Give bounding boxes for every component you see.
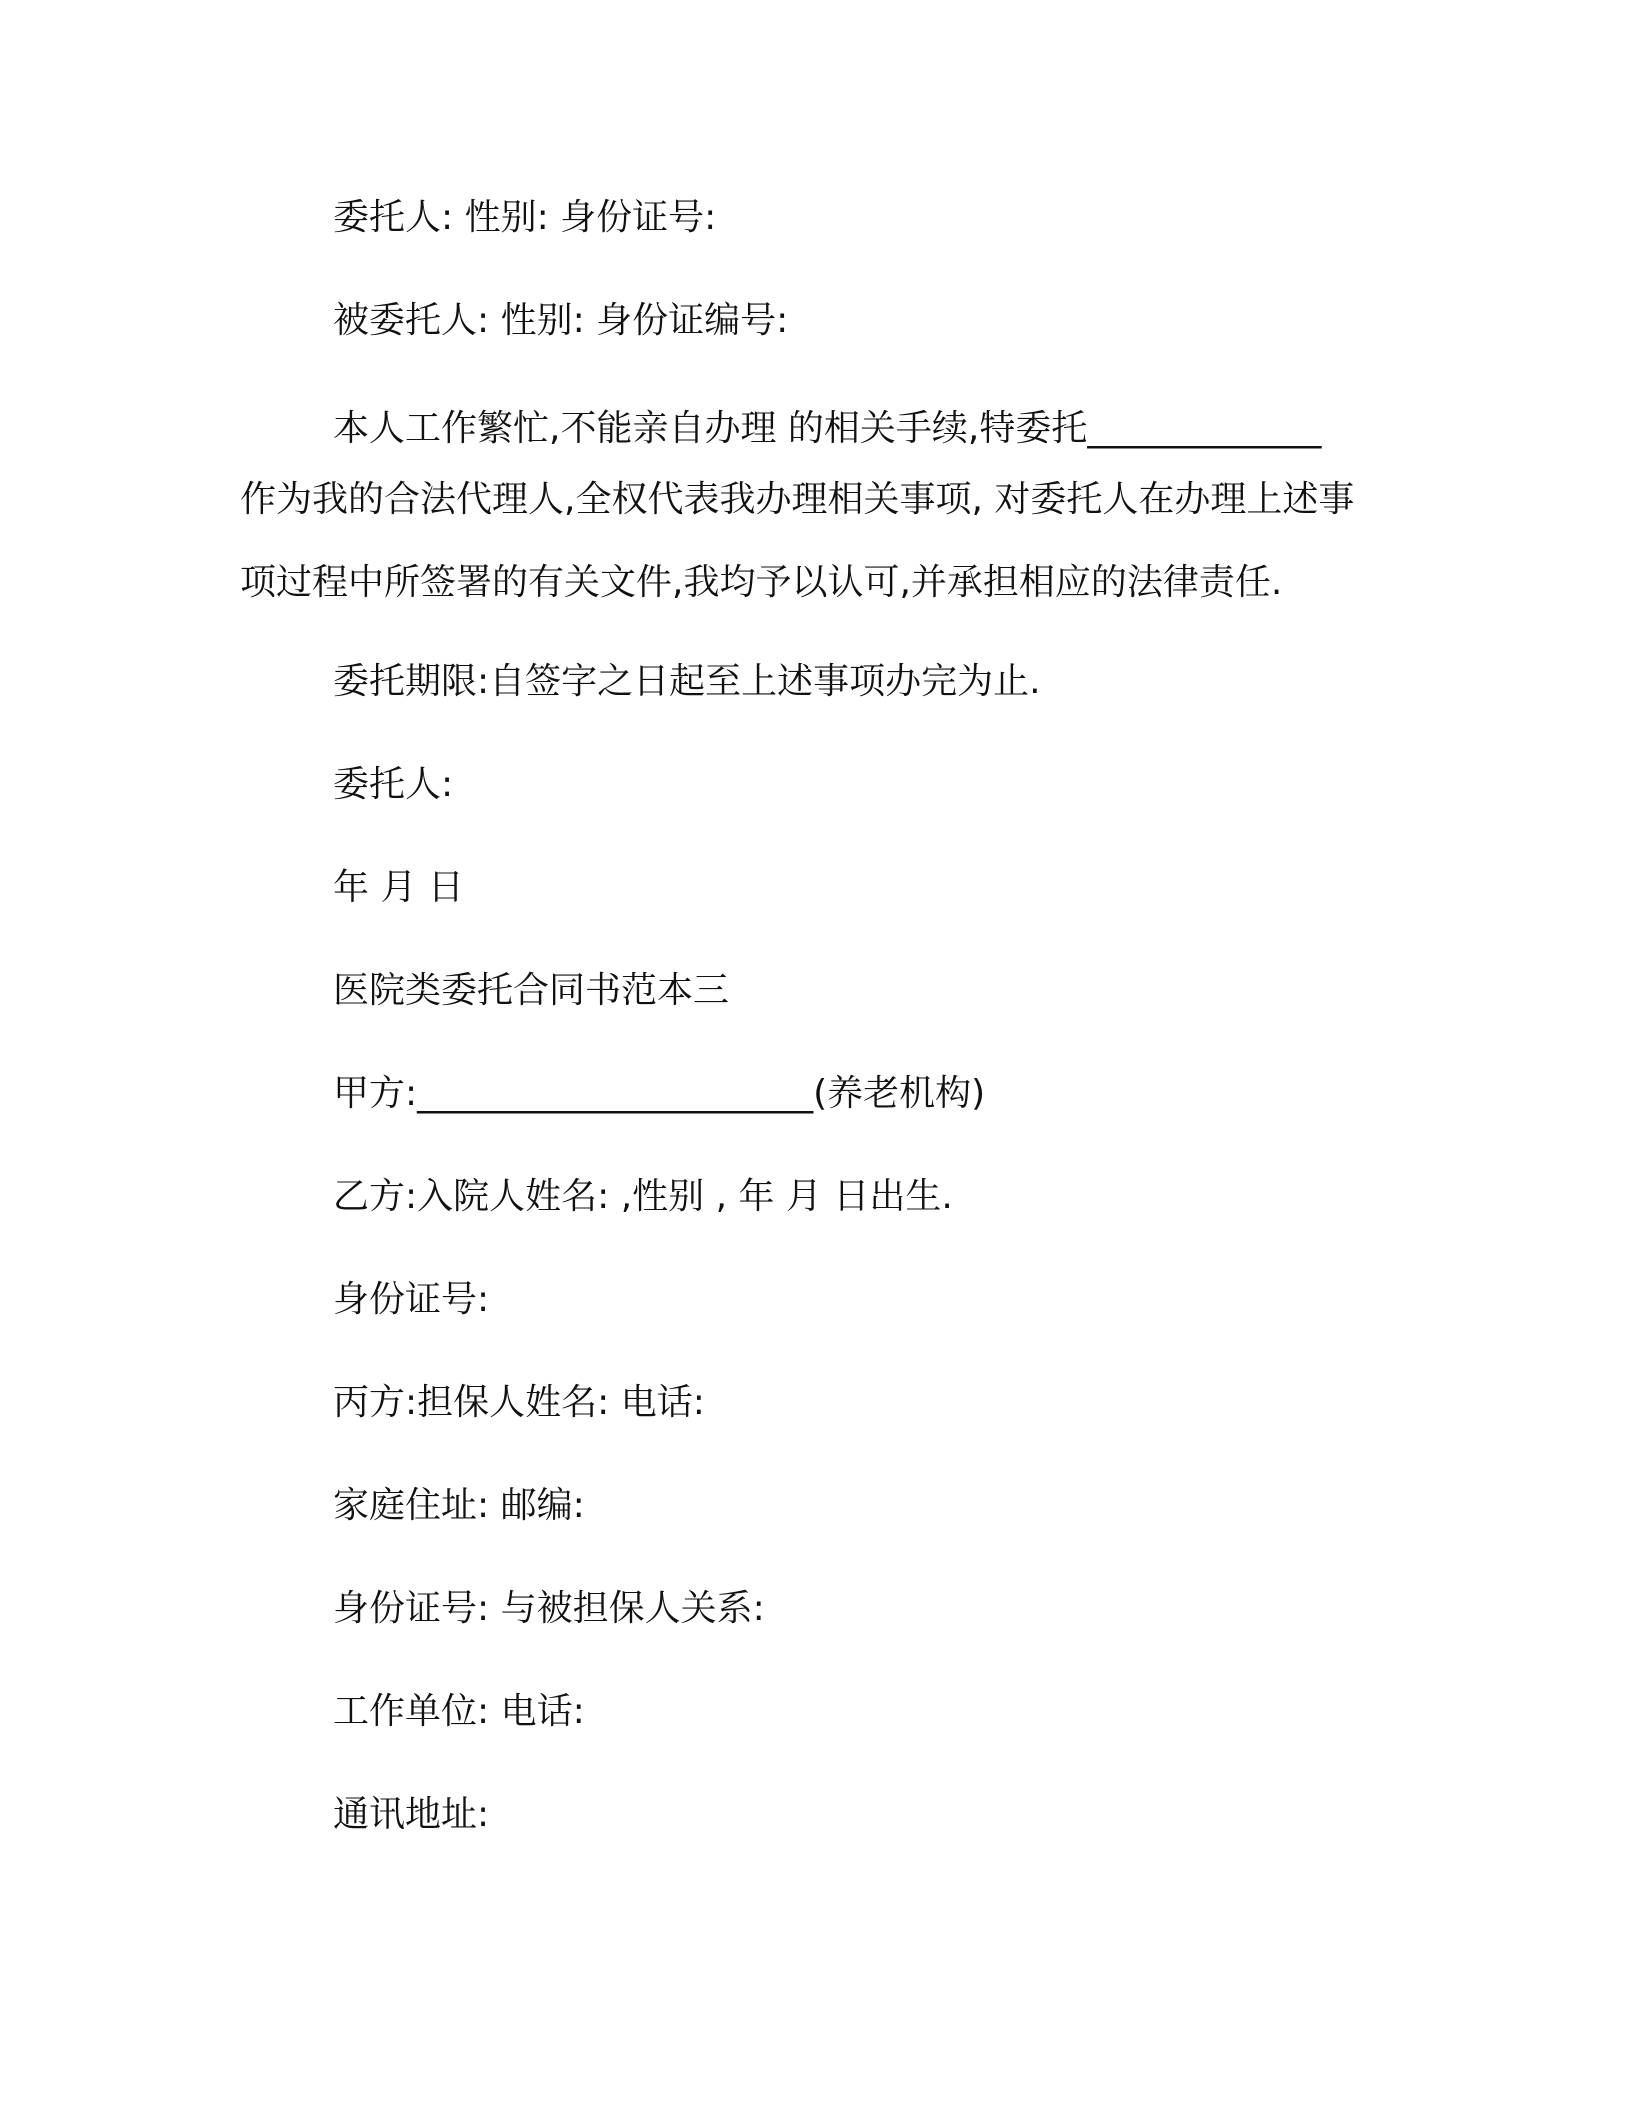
authorization-paragraph-line-2: 作为我的合法代理人,全权代表我办理相关事项, 对委托人在办理上述事 — [240, 479, 1355, 520]
mailing-address-line: 通讯地址: — [333, 1794, 490, 1835]
principal-info-line: 委托人: 性别: 身份证号: — [333, 197, 717, 238]
principal-signature-line: 委托人: — [333, 764, 454, 805]
term-line: 委托期限:自签字之日起至上述事项办完为止. — [333, 661, 1041, 702]
party-a-line: 甲方:______________________(养老机构) — [333, 1073, 986, 1114]
section-heading: 医院类委托合同书范本三 — [333, 970, 730, 1011]
party-b-line: 乙方:入院人姓名: ,性别 , 年 月 日出生. — [333, 1176, 953, 1217]
date-line: 年 月 日 — [333, 867, 464, 908]
guarantor-id-line: 身份证号: 与被担保人关系: — [333, 1588, 765, 1629]
authorization-paragraph-line-1: 本人工作繁忙,不能亲自办理 的相关手续,特委托_____________ — [333, 408, 1322, 449]
id-number-line: 身份证号: — [333, 1279, 490, 1320]
agent-info-line: 被委托人: 性别: 身份证编号: — [333, 300, 789, 341]
authorization-paragraph-line-3: 项过程中所签署的有关文件,我均予以认可,并承担相应的法律责任. — [240, 562, 1283, 603]
work-unit-line: 工作单位: 电话: — [333, 1691, 585, 1732]
home-address-line: 家庭住址: 邮编: — [333, 1485, 585, 1526]
party-c-line: 丙方:担保人姓名: 电话: — [333, 1382, 705, 1423]
